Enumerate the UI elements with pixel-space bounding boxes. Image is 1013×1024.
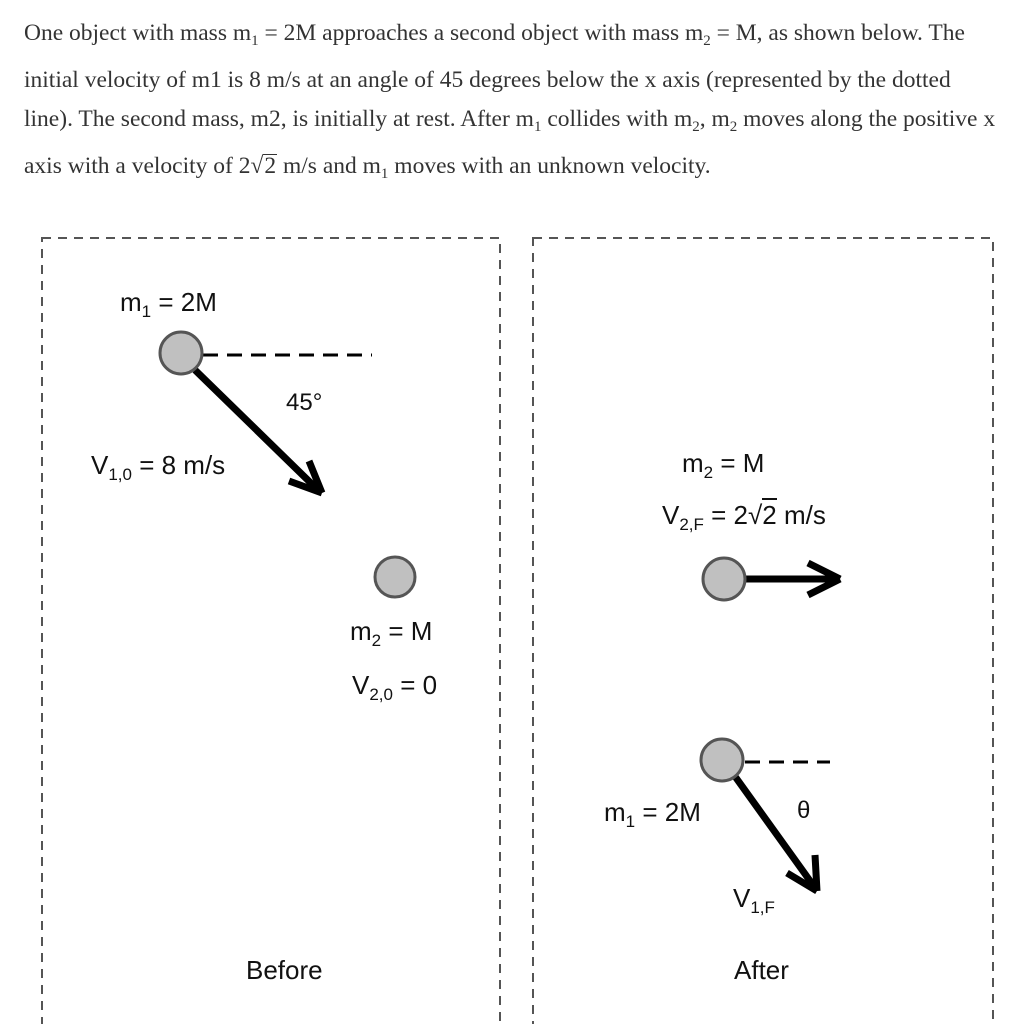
- after-m1-label: $m_1 = 2M$: [604, 797, 701, 831]
- after-m2-ball: [703, 558, 745, 600]
- before-m1-ball: [160, 332, 202, 374]
- after-caption: After: [734, 955, 789, 985]
- before-v20-label: $V_{2,0} = 0$: [352, 670, 438, 704]
- after-m1-ball: [701, 739, 743, 781]
- after-m2-label: $m_2 = M$: [682, 448, 765, 482]
- before-m2-ball: [375, 557, 415, 597]
- after-v1f-label: $V_{1,F}$: [733, 883, 775, 917]
- problem-paragraph: One object with mass $m_1 = 2M$ approaches a second object with mass $m_2 = M$, as shown below. The initial velocity of m1 is 8 m/s at an angle of 45 degrees below the x axis (represented by the dotted line). The second mass, m2, is initially at rest. After $m_1$ collides with $m_2$, $m_2$ moves along the positive x axis with a velocity of 2√2 m/s and $m_1$ moves with an unknown velocity.: [24, 20, 996, 182]
- sqrt-symbol: √: [250, 153, 264, 179]
- after-v1-arrow: [734, 775, 813, 885]
- before-caption: Before: [246, 955, 323, 985]
- sqrt-symbol: √: [748, 500, 763, 530]
- after-theta-label: θ: [797, 797, 811, 824]
- before-v10-label: $V_{1,0} = 8$ m/s: [91, 450, 226, 484]
- after-v2f-label: $V_{2,F} = 2√2$ m/s: [662, 500, 826, 534]
- before-m1-label: $m_1 = 2M$: [120, 287, 217, 321]
- before-angle-label: 45°: [286, 389, 323, 416]
- before-m2-label: $m_2 = M$: [350, 616, 433, 650]
